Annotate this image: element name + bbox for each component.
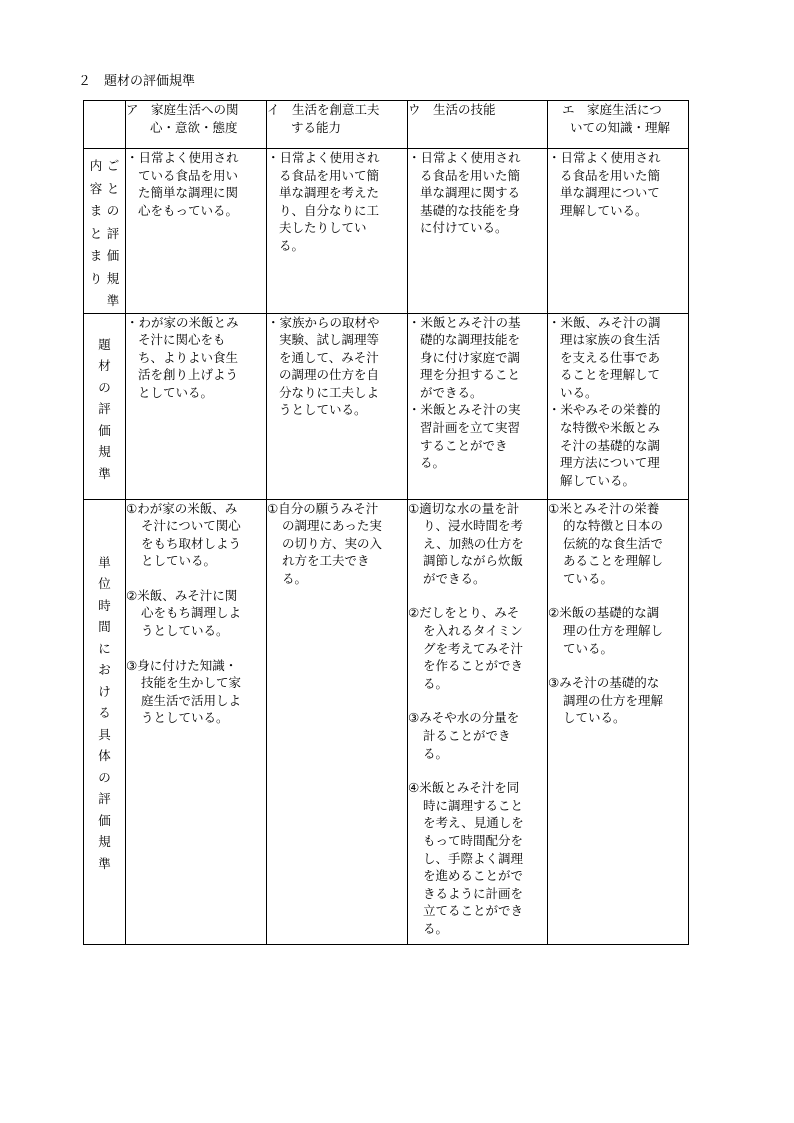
criterion-line: ができる。 [423, 570, 486, 586]
row-header-lesson-criteria [84, 499, 126, 944]
corner-cell [84, 101, 126, 149]
column-header-u: ウ 生活の技能 [408, 101, 548, 149]
row-header-char: 容 [89, 180, 103, 196]
criterion-line: る。 [282, 570, 308, 586]
criterion-line: ・わが家の米飯とみ [126, 314, 239, 330]
criterion-line: を進めることがで [423, 868, 524, 884]
criterion-item [548, 500, 688, 588]
criterion-line: 礎的な調理技能を [420, 332, 521, 348]
row-header-char: 材 [98, 358, 111, 373]
row-header-char: 位 [98, 576, 111, 591]
criterion-line: れ方を工夫でき [282, 553, 370, 569]
criterion-line: をもち取材しよう [141, 535, 242, 551]
criterion-line: る食品を用いて簡 [279, 167, 380, 183]
cell-r3-a [126, 499, 267, 944]
criterion-line: ができる。 [420, 384, 483, 400]
criterion-line: を作ることができ [423, 658, 524, 674]
criterion-item [548, 149, 688, 219]
criterion-line: 時に調理すること [423, 797, 524, 813]
criterion-line: 理解している。 [560, 202, 648, 218]
header-row [84, 101, 689, 149]
criterion-item [408, 500, 547, 588]
evaluation-criteria-table [83, 100, 689, 945]
criterion-line: うとしている。 [279, 402, 367, 418]
criterion-item [408, 401, 547, 471]
criterion-line: 活を創り上げよう [138, 367, 239, 383]
row-header-unit-criteria [84, 313, 126, 499]
criterion-line: もって時間配分を [423, 833, 524, 848]
criterion-line: グを考えてみそ汁 [423, 640, 524, 656]
criterion-line: る。 [420, 455, 446, 471]
criterion-line: 習計画を立て実習 [420, 420, 521, 436]
criterion-line: 理を分担すること [420, 367, 521, 383]
criterion-line: 基礎的な技能を身 [420, 202, 521, 218]
criterion-line: そ汁に関心をも [138, 332, 226, 348]
criterion-line: ・日常よく使用され [548, 150, 661, 165]
row-header-char: の [106, 203, 120, 218]
criterion-item [126, 500, 266, 570]
cell-r2-e [548, 313, 689, 499]
criterion-line: ・米飯、みそ汁の調 [548, 314, 661, 330]
row-header-char: 規 [98, 444, 111, 459]
criterion-line: を入れるタイミン [423, 623, 523, 639]
row-header-char: と [89, 225, 103, 241]
criterion-item [408, 779, 547, 937]
criterion-line: ②だしをとり、みそ [408, 605, 520, 621]
criterion-line: いる。 [560, 384, 598, 400]
criterion-item [548, 401, 688, 489]
criterion-line: うとしている。 [141, 710, 229, 726]
row-content-criteria [84, 149, 689, 314]
criterion-line: ・米やみその栄養的 [548, 402, 661, 418]
criterion-line: としている。 [141, 553, 217, 569]
criterion-item [408, 149, 547, 237]
row-header-char: 単 [98, 554, 111, 570]
criterion-line: 身に付け家庭で調 [420, 349, 521, 365]
criterion-line: る。 [279, 237, 305, 253]
row-header-char: け [98, 683, 111, 699]
criterion-item [267, 500, 407, 588]
section-heading: ２ 題材の評価規準 [78, 74, 196, 89]
criterion-line: る。 [423, 675, 449, 691]
criterion-line: る。 [423, 745, 449, 761]
criterion-line: ・日常よく使用され [408, 150, 521, 165]
criterion-line: ている。 [563, 570, 614, 586]
criterion-item [408, 314, 547, 402]
criterion-line: ②米飯の基礎的な調 [548, 605, 660, 621]
criterion-line: ③身に付けた知識・ [126, 657, 238, 673]
cell-r3-u [408, 499, 548, 944]
criterion-line: の調理の仕方を自 [279, 367, 380, 383]
criterion-line: あることを理解し [563, 553, 664, 569]
criterion-line: 実験、試し調理等 [279, 332, 380, 348]
criterion-line: ①適切な水の量を計 [408, 500, 520, 516]
criterion-line: 理の仕方を理解し [563, 623, 664, 639]
criterion-line: る食品を用いた簡 [420, 167, 521, 183]
row-lesson-criteria [84, 499, 689, 944]
criterion-line: 夫したりしてい [279, 220, 367, 236]
row-header-char: 規 [98, 834, 111, 849]
criterion-line: 計ることができ [423, 728, 511, 744]
criterion-line: そ汁の基礎的な調 [560, 437, 661, 453]
criterion-item [548, 314, 688, 402]
row-header-char: る [98, 705, 111, 720]
row-header-char: 内 [89, 158, 103, 173]
row-header-char: 評 [98, 401, 111, 416]
criterion-line: の調理にあった実 [282, 518, 382, 534]
row-header-char: と [106, 180, 120, 196]
criterion-line: り、浸水時間を考 [423, 518, 524, 534]
criterion-line: を考え、見通しを [423, 815, 524, 831]
row-header-char: 具 [98, 726, 111, 742]
criterion-line: ・米飯とみそ汁の基 [408, 314, 521, 330]
criterion-line: ③みそや水の分量を [408, 710, 520, 726]
cell-r2-u [408, 313, 548, 499]
criterion-item [548, 674, 688, 727]
criterion-line: することができ [420, 437, 508, 453]
criterion-line: そ汁について関心 [141, 518, 241, 534]
criterion-item [408, 709, 547, 762]
criterion-line: ①わが家の米飯、み [126, 500, 238, 516]
criterion-item [126, 149, 266, 219]
criterion-line: している。 [563, 710, 626, 726]
criterion-line: 単な調理を考えた [279, 185, 380, 201]
criterion-line: ①自分の願うみそ汁 [267, 500, 379, 516]
row-header-char: 準 [98, 465, 111, 481]
cell-r1-a [126, 149, 267, 314]
criterion-line: 心をもち調理しよ [141, 605, 242, 621]
criterion-item [126, 314, 266, 402]
row-header-char: 間 [98, 619, 111, 634]
criterion-line: 調節しながら炊飯 [423, 553, 524, 569]
cell-r2-a [126, 313, 267, 499]
criterion-item [126, 657, 266, 727]
criterion-line: 庭生活で活用しよ [141, 692, 242, 708]
criterion-line: ・家族からの取材や [267, 314, 380, 330]
criterion-line: に付けている。 [420, 220, 508, 236]
row-header-char: 準 [106, 293, 120, 308]
cell-r3-e [548, 499, 689, 944]
criterion-item [548, 604, 688, 657]
criterion-line: きるように計画を [423, 885, 524, 901]
criterion-line: 分なりに工夫しよ [279, 384, 380, 400]
criterion-line: ち、よりよい食生 [138, 349, 239, 365]
criterion-line: 解している。 [560, 472, 636, 488]
criterion-line: ・日常よく使用され [126, 150, 239, 165]
criterion-line: 理は家族の食生活 [560, 332, 661, 348]
criterion-line: 心をもっている。 [138, 202, 239, 218]
criterion-line: る食品を用いた簡 [560, 167, 661, 183]
criterion-line: 的な特徴と日本の [563, 518, 664, 534]
criterion-line: 立てることができ [423, 903, 524, 919]
criterion-item [126, 587, 266, 640]
row-header-char: の [98, 769, 111, 785]
row-header-char: 体 [98, 748, 111, 763]
criterion-line: な特徴や米飯とみ [560, 420, 661, 436]
row-header-char: 価 [98, 422, 111, 438]
row-header-content-criteria [84, 149, 126, 314]
column-header-a: ア 家庭生活への関 心・意欲・態度 [126, 101, 267, 149]
column-header-i: イ 生活を創意工夫 する能力 [267, 101, 408, 149]
criterion-line: を通して、みそ汁 [279, 349, 379, 365]
criterion-line: 単な調理について [560, 185, 660, 201]
criterion-line: 理方法について理 [560, 455, 660, 471]
row-header-char: 価 [106, 248, 120, 263]
row-header-char: ご [106, 158, 120, 173]
row-header-char: 題 [98, 336, 111, 352]
criterion-line: た簡単な調理に関 [138, 185, 239, 201]
criterion-line: ている食品を用い [138, 167, 239, 183]
cell-r3-i [267, 499, 408, 944]
criterion-line: 技能を生かして家 [141, 675, 242, 691]
row-header-char: 価 [98, 812, 111, 828]
criterion-line: 単な調理に関する [420, 185, 521, 201]
cell-r1-u [408, 149, 548, 314]
criterion-item [408, 604, 547, 692]
criterion-line: ①米とみそ汁の栄養 [548, 500, 660, 516]
criterion-item [267, 149, 407, 255]
criterion-line: うとしている。 [141, 623, 229, 639]
criterion-line: ている。 [563, 640, 614, 656]
criterion-line: 伝統的な食生活で [563, 535, 664, 551]
criterion-line: ・米飯とみそ汁の実 [408, 402, 521, 418]
criterion-line: ることを理解して [560, 367, 661, 383]
criterion-line: ②米飯、みそ汁に関 [126, 587, 238, 603]
row-header-char: 規 [106, 270, 120, 286]
criterion-line: ・日常よく使用され [267, 150, 380, 165]
row-unit-criteria [84, 313, 689, 499]
criterion-line: ③みそ汁の基礎的な [548, 675, 660, 691]
row-header-char: ま [89, 248, 103, 263]
criterion-line: え、加熱の仕方を [423, 535, 524, 551]
cell-r1-i [267, 149, 408, 314]
row-header-char: 準 [98, 855, 111, 871]
row-header-char: り [89, 270, 103, 286]
cell-r1-e [548, 149, 689, 314]
row-header-char: 評 [106, 225, 120, 241]
criterion-line: り、自分なりに工 [279, 202, 380, 218]
row-header-char: 時 [98, 597, 111, 613]
criterion-line: の切り方、実の入 [282, 535, 383, 551]
criterion-line: 調理の仕方を理解 [563, 692, 664, 708]
criterion-line: ④米飯とみそ汁を同 [408, 780, 520, 796]
criterion-line: としている。 [138, 384, 214, 400]
row-header-char: 評 [98, 791, 111, 806]
row-header-char: ま [89, 203, 103, 218]
row-header-char: に [98, 640, 111, 656]
cell-r2-i [267, 313, 408, 499]
criterion-line: る。 [423, 920, 449, 936]
criterion-line: し、手際よく調理 [423, 850, 524, 866]
criterion-item [267, 314, 407, 420]
row-header-char: お [98, 662, 111, 677]
criterion-line: を支える仕事であ [560, 349, 661, 365]
column-header-e: エ 家庭生活につ いての知識・理解 [548, 101, 689, 149]
row-header-char: の [98, 379, 111, 395]
